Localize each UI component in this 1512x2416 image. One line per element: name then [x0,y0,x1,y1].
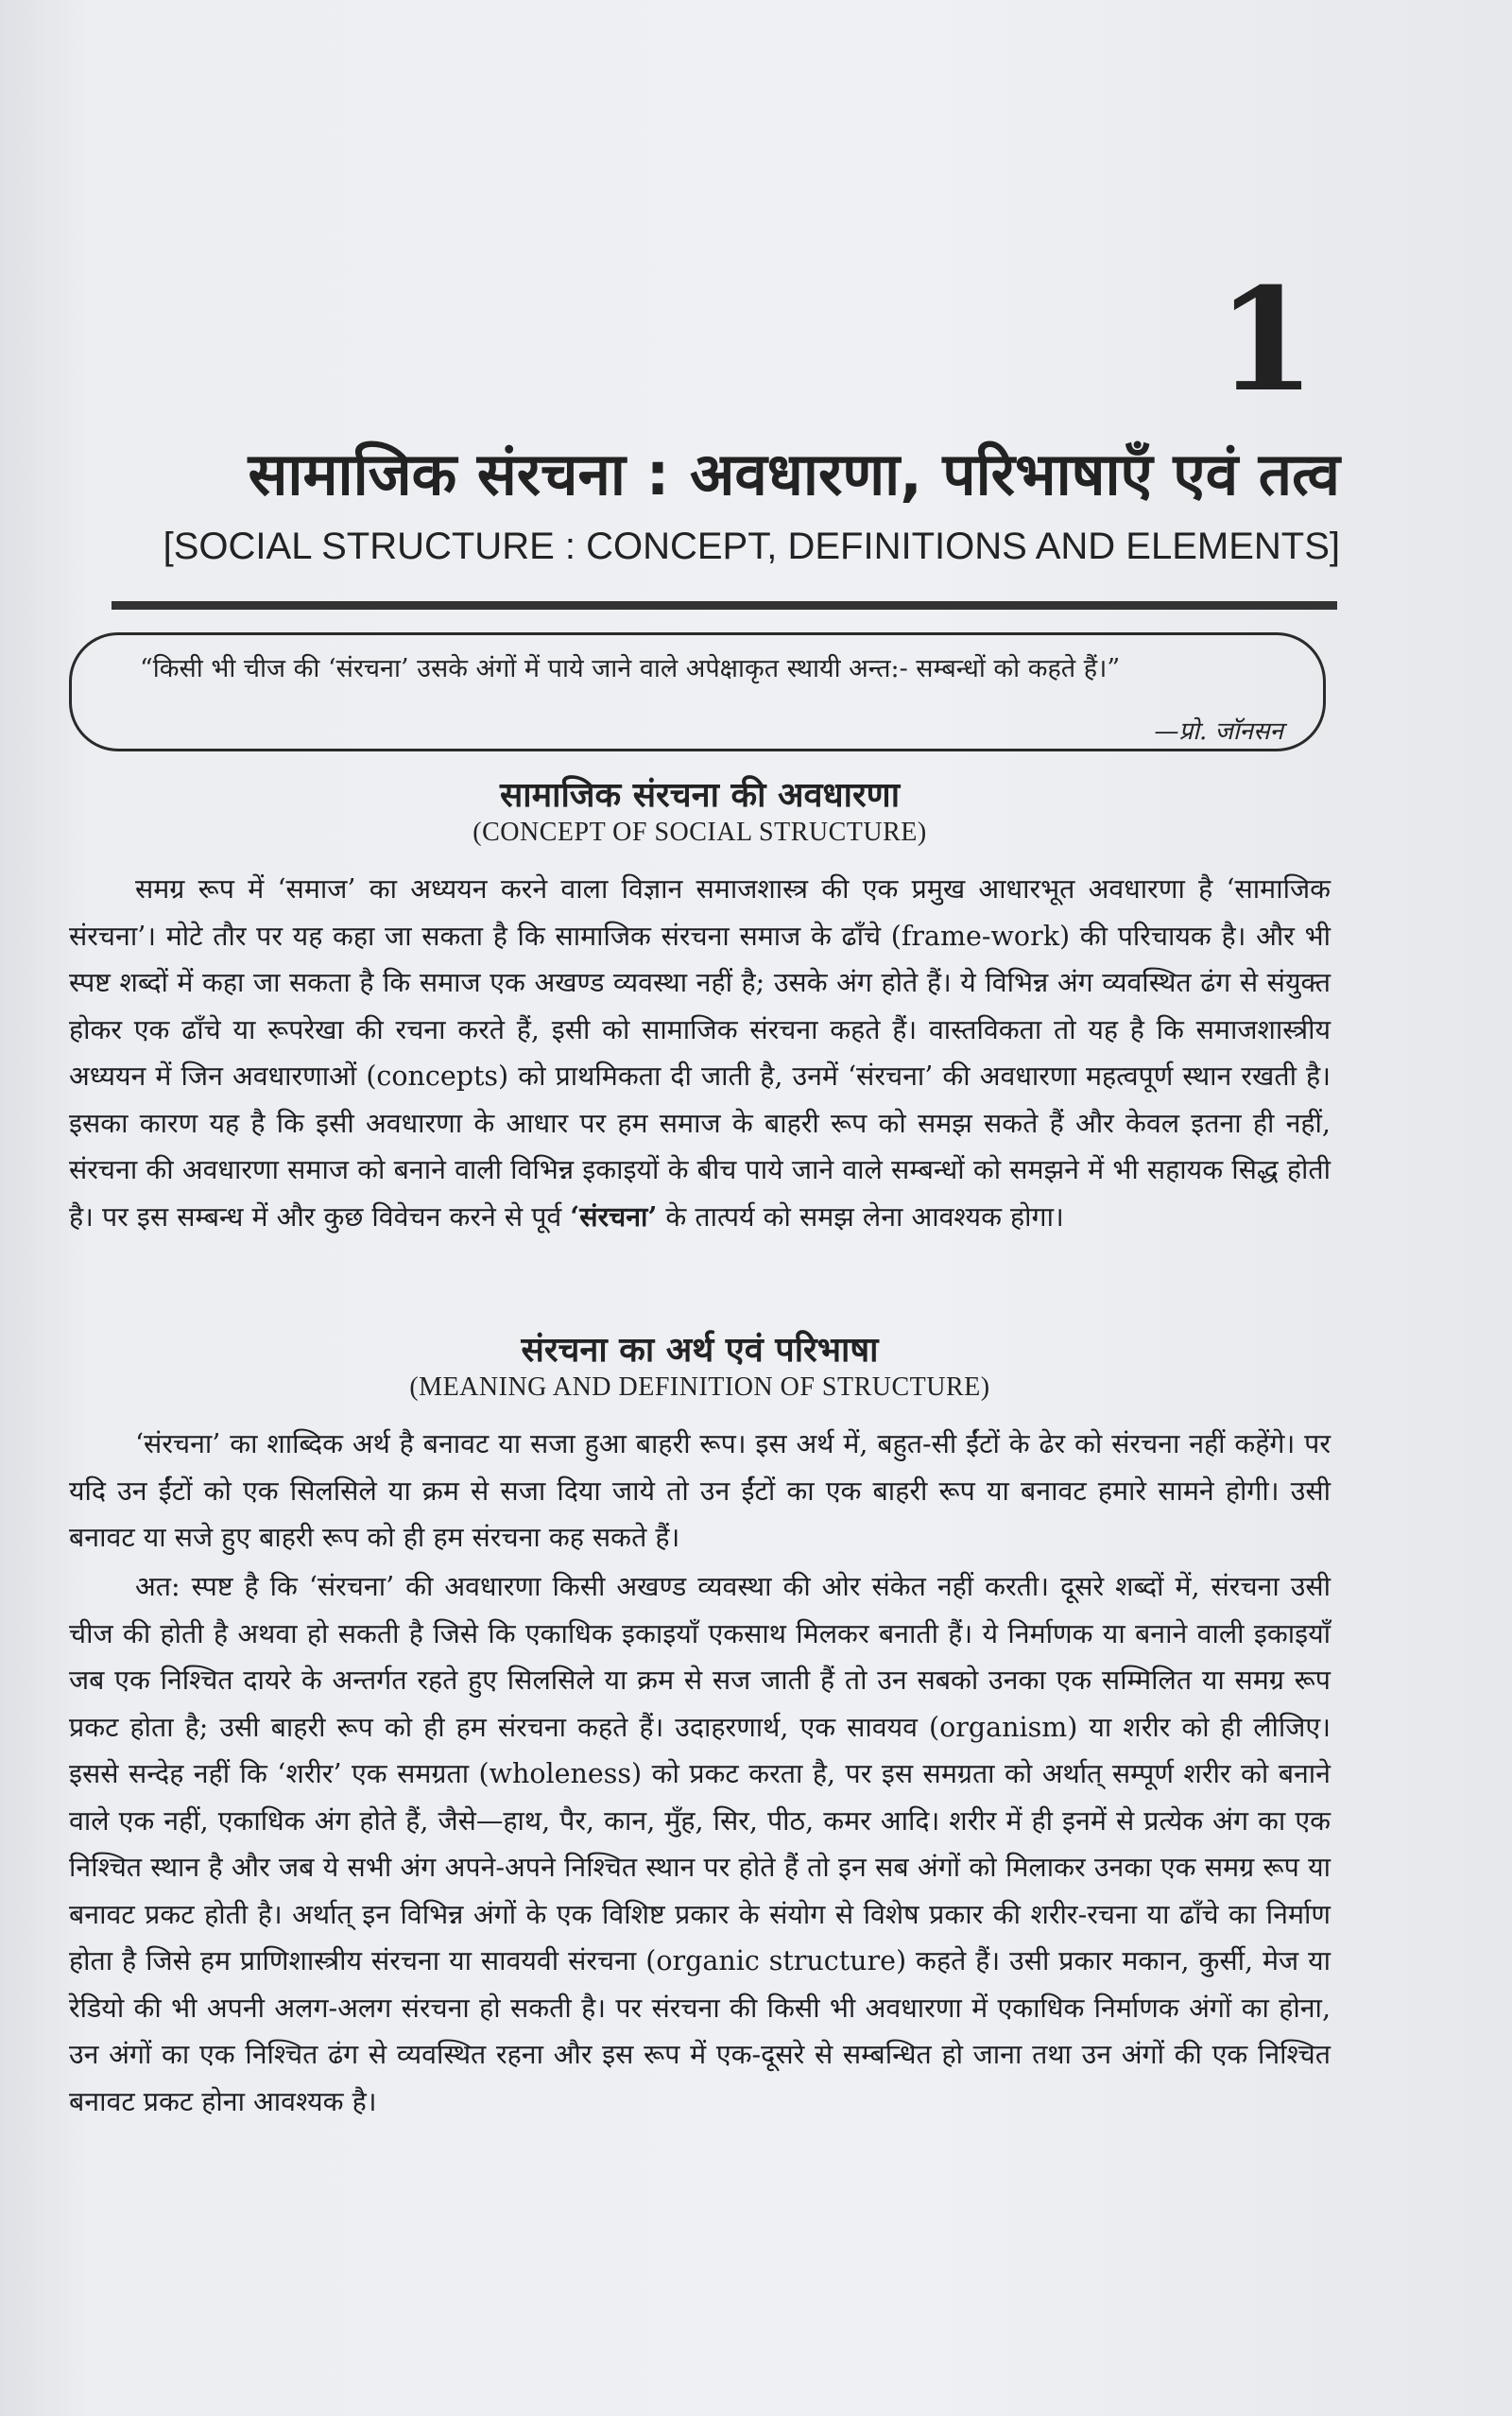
section-title: सामाजिक संरचना की अवधारणा [499,776,901,815]
paragraph-meaning-2: अत: स्पष्ट है कि ‘संरचना’ की अवधारणा किसी अखण्ड व्यवस्था की ओर संकेत नहीं करती। दूसरे शब्दों में, संरचना उसी चीज की होती है अथवा हो सकती है जिसे कि एकाधिक इकाइयाँ एकसाथ मिलकर बनाती हैं। ये निर्माणक या बनाने वाली इकाइयाँ जब एक निश्चित दायरे के अन्तर्गत रहते हुए सिलसिले या क्रम से सज जाती हैं तो उन सबको उनका एक सम्मिलित या समग्र रूप प्रकट होता है; उसी बाहरी रूप को ही हम संरचना कहते हैं। उदाहरणार्थ, एक सावयव (organism) या शरीर को ही लीजिए। इससे सन्देह नहीं कि ‘शरीर’ एक समग्रता (wholeness) को प्रकट करता है, पर इस समग्रता को अर्थात् सम्पूर्ण शरीर को बनाने वाले एक नहीं, एकाधिक अंग होते हैं, जैसे—हाथ, पैर, कान, मुँह, सिर, पीठ, कमर आदि। शरीर में ही इनमें से प्रत्येक अंग का एक निश्चित स्थान है और जब ये सभी अंग अपने-अपने निश्चित स्थान पर होते हैं तो इन सब अंगों को मिलाकर उनका एक समग्र रूप या बनावट प्रकट होती है। अर्थात् इन विभिन्न अंगों के एक विशिष्ट प्रकार के संयोग से विशेष प्रकार की शरीर-रचना या ढाँचे का निर्माण होता है जिसे हम प्राणिशास्त्रीय संरचना या सावयवी संरचना (organic structure) कहते हैं। उसी प्रकार मकान, कुर्सी, मेज या रेडियो की भी अपनी अलग-अलग संरचना हो सकती है। पर संरचना की किसी भी अवधारणा में एकाधिक निर्माणक अंगों का होना, उन अंगों का एक निश्चित ढंग से व्यवस्थित रहना और इस रूप में एक-दूसरे से सम्बन्धित हो जाना तथा उन अंगों की एक निश्चित बनावट प्रकट होना आवश्यक है। [69,1571,1331,2117]
paragraph-text-end: के तात्पर्य को समझ लेना आवश्यक होगा। [657,1200,1064,1233]
section-heading-concept [69,775,1331,848]
paragraph-text: समग्र रूप में ‘समाज’ का अध्ययन करने वाला विज्ञान समाजशास्त्र की एक प्रमुख आधारभूत अवधारणा है ‘सामाजिक संरचना’। मोटे तौर पर यह कहा जा सकता है कि सामाजिक संरचना समाज के ढाँचे (frame-work) की परिचायक है। और भी स्पष्ट शब्दों में कहा जा सकता है कि समाज एक अखण्ड व्यवस्था नहीं है; उसके अंग होते हैं। ये विभिन्न अंग व्यवस्थित ढंग से संयुक्त होकर एक ढाँचे या रूपरेखा की रचना करते हैं, इसी को सामाजिक संरचना कहते हैं। वास्तविकता तो यह है कि समाजशास्त्रीय अध्ययन में जिन अवधारणाओं (concepts) को प्राथमिकता दी जाती है, उनमें ‘संरचना’ की अवधारणा महत्वपूर्ण स्थान रखती है। इसका कारण यह है कि इसी अवधारणा के आधार पर हम समाज के बाहरी रूप को समझ सकते हैं और केवल इतना ही नहीं, संरचना की अवधारणा समाज को बनाने वाली विभिन्न इकाइयों के बीच पाये जाने वाले सम्बन्धों को समझने में भी सहायक सिद्ध होती है। पर इस सम्बन्ध में और कुछ विवेचन करने से पूर्व [69,873,1331,1233]
paragraph-concept [69,866,1331,1240]
paragraph-meaning-1: ‘संरचना’ का शाब्दिक अर्थ है बनावट या सजा हुआ बाहरी रूप। इस अर्थ में, बहुत-सी ईंटों के ढेर को संरचना नहीं कहेंगे। पर यदि उन ईंटों को एक सिलसिले या क्रम से सजा दिया जाये तो उन ईंटों का एक बाहरी रूप या बनावट हमारे सामने होगी। उसी बनावट या सजे हुए बाहरी रूप को ही हम संरचना कह सकते हैं। [69,1428,1331,1553]
chapter-title-hindi: सामाजिक संरचना : अवधारणा, परिभाषाएँ एवं तत्व [248,440,1340,509]
chapter-title-english: [SOCIAL STRUCTURE : CONCEPT, DEFINITIONS AND ELEMENTS] [163,526,1340,567]
section-heading-meaning [69,1330,1331,1403]
section-title: संरचना का अर्थ एवं परिभाषा [521,1331,879,1370]
title-divider [112,601,1337,610]
quote-box [69,632,1326,751]
quote-author: —प्रो. जॉनसन [1154,717,1283,746]
quote-text: “किसी भी चीज की ‘संरचना’ उसके अंगों में पाये जाने वाले अपेक्षाकृत स्थायी अन्त:- सम्बन्धों को कहते हैं।” [140,654,1121,683]
bold-term: ‘संरचना’ [570,1199,658,1233]
section-subtitle: (MEANING AND DEFINITION OF STRUCTURE) [409,1372,990,1403]
section-subtitle: (CONCEPT OF SOCIAL STRUCTURE) [472,818,927,848]
chapter-number: 1 [1216,257,1315,423]
